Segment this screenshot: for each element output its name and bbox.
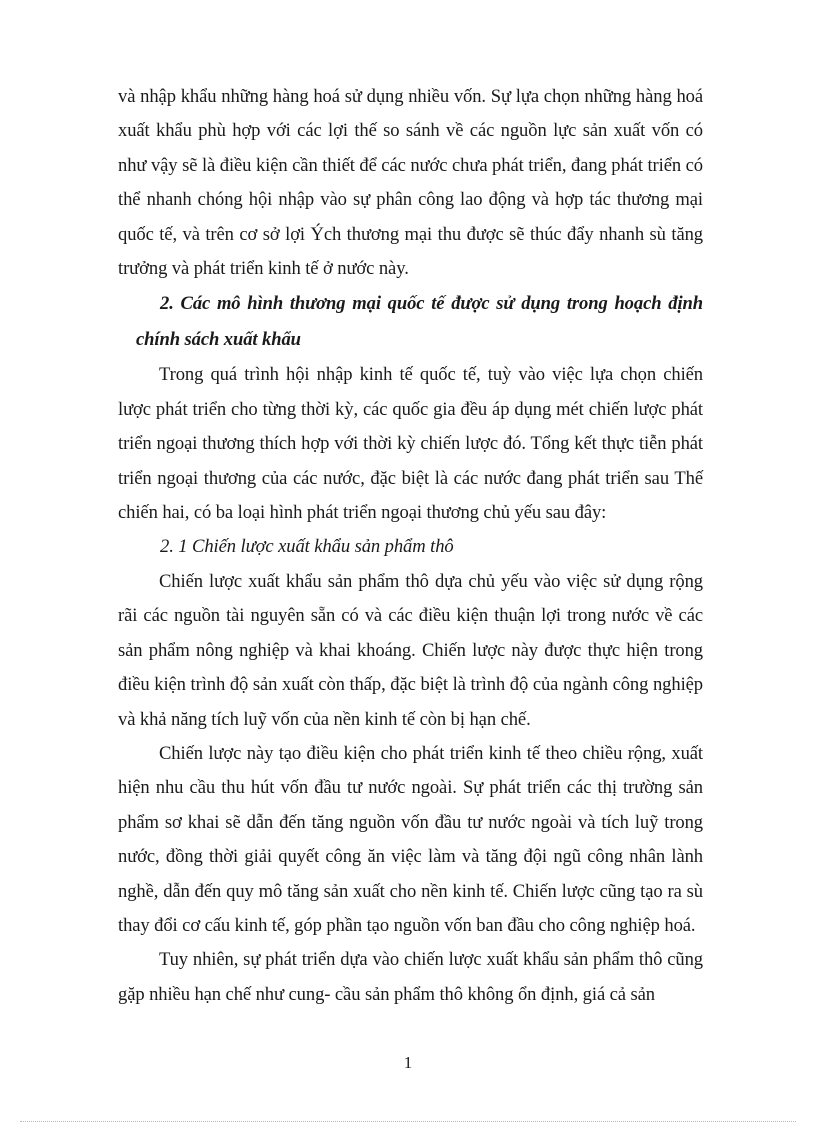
paragraph: Chiến lược xuất khẩu sản phẩm thô dựa chủ yếu vào việc sử dụng rộng rãi các nguồn tài nguyên sẵn có và các điều kiện thuận lợi trong nước về các sản phẩm nông nghiệp và khai khoáng. Chiến lược này được thực hiện trong điều kiện trình độ sản xuất còn thấp, đặc biệt là trình độ của ngành công nghiệp và khả năng tích luỹ vốn của nền kinh tế còn bị hạn chế. (118, 570, 703, 730)
page-number: 1 (403, 1053, 413, 1072)
paragraph: Trong quá trình hội nhập kinh tế quốc tế, tuỳ vào việc lựa chọn chiến lược phát triển cho từng thời kỳ, các quốc gia đều áp dụng mét chiến lược phát triển ngoại thương thích hợp với thời kỳ chiến lược đó. Tổng kết thực tiễn phát triển ngoại thương của các nước, đặc biệt là các nước đang phát triển sau Thế chiến hai, có ba loại hình phát triển ngoại thương chủ yếu sau đây: (118, 364, 703, 524)
section-heading: 2. Các mô hình thương mại quốc tế được sử dụng trong hoạch định chính sách xuất khẩu (136, 293, 703, 351)
paragraph: Chiến lược này tạo điều kiện cho phát triển kinh tế theo chiều rộng, xuất hiện nhu cầu thu hút vốn đầu tư nước ngoài. Sự phát triển các thị trường sản phẩm sơ khai sẽ dẫn đến tăng nguồn vốn đầu tư nước ngoài và tích luỹ trong nước, đồng thời giải quyết công ăn việc làm và tăng đội ngũ công nhân lành nghề, dẫn đến quy mô tăng sản xuất cho nền kinh tế. Chiến lược cũng tạo ra sù thay đổi cơ cấu kinh tế, góp phần tạo nguồn vốn ban đầu cho công nghiệp hoá. (118, 742, 703, 936)
page-bottom-border (20, 1121, 796, 1122)
paragraph-continued: và nhập khẩu những hàng hoá sử dụng nhiều vốn. Sự lựa chọn những hàng hoá xuất khẩu phù hợp với các lợi thế so sánh về các nguồn lực sản xuất vốn có như vậy sẽ là điều kiện cần thiết để các nước chưa phát triển, đang phát triển có thể nhanh chóng hội nhập vào sự phân công lao động và hợp tác thương mại quốc tế, và trên cơ sở lợi Ých thương mại thu được sẽ thúc đẩy nhanh sù tăng trưởng và phát triển kinh tế ở nước này. (118, 86, 703, 280)
body-text (118, 80, 703, 1012)
subsection-heading: 2. 1 Chiến lược xuất khẩu sản phẩm thô (160, 536, 454, 558)
paragraph: Tuy nhiên, sự phát triển dựa vào chiến lược xuất khẩu sản phẩm thô cũng gặp nhiều hạn chế như cung- cầu sản phẩm thô không ổn định, giá cả sản (118, 949, 703, 1005)
